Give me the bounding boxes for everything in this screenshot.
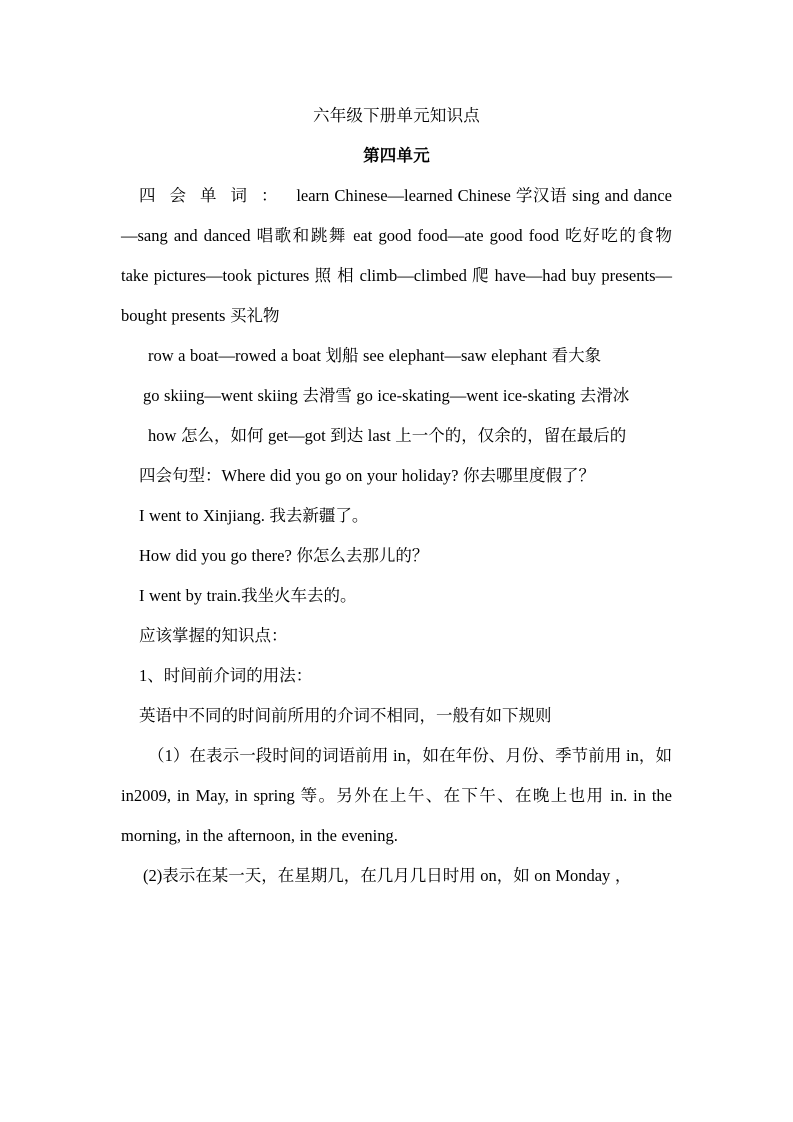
vocabulary-label: 四 会 单 词 ： <box>139 186 283 205</box>
document-content <box>121 96 672 896</box>
unit-title: 第四单元 <box>363 146 430 165</box>
sentence-pattern-4: I went by train.我坐火车去的。 <box>139 586 357 605</box>
knowledge-point-1-intro: 英语中不同的时间前所用的介词不相同，一般有如下规则 <box>139 706 552 725</box>
knowledge-point-1-rule-a: （1）在表示一段时间的词语前用 in，如在年份、月份、季节前用 in，如 in2009, in May, in spring 等。另外在上午、在下午、在晚上也用 in. in the morning, in the afternoon, in the evening. <box>121 746 672 845</box>
vocabulary-block-4: how 怎么，如何 get—got 到达 last 上一个的，仅余的，留在最后的 <box>148 426 627 445</box>
vocabulary-block-1-text: learn Chinese—learned Chinese 学汉语 sing and dance—sang and danced 唱歌和跳舞 eat good food—ate good food 吃好吃的食物 take pictures—took pictures 照 相 climb—climbed 爬 have—had buy presents—bought presents 买礼物 <box>121 186 673 325</box>
knowledge-points-heading: 应该掌握的知识点： <box>139 626 288 645</box>
sentence-pattern-2: I went to Xinjiang. 我去新疆了。 <box>139 506 369 525</box>
sentence-pattern-3: How did you go there? 你怎么去那儿的？ <box>139 546 429 565</box>
document-title: 六年级下册单元知识点 <box>313 106 480 125</box>
knowledge-point-1-rule-b: (2)表示在某一天，在星期几，在几月几日时用 on，如 on Monday ， <box>143 866 632 885</box>
vocabulary-block-1 <box>121 176 672 336</box>
vocabulary-block-3: go skiing—went skiing 去滑雪 go ice-skating—went ice-skating 去滑冰 <box>143 386 630 405</box>
sentence-pattern-heading: 四会句型：Where did you go on your holiday? 你去哪里度假了？ <box>139 466 596 485</box>
vocabulary-block-2: row a boat—rowed a boat 划船 see elephant—saw elephant 看大象 <box>148 346 602 365</box>
knowledge-point-1-heading: 1、时间前介词的用法： <box>139 666 313 685</box>
